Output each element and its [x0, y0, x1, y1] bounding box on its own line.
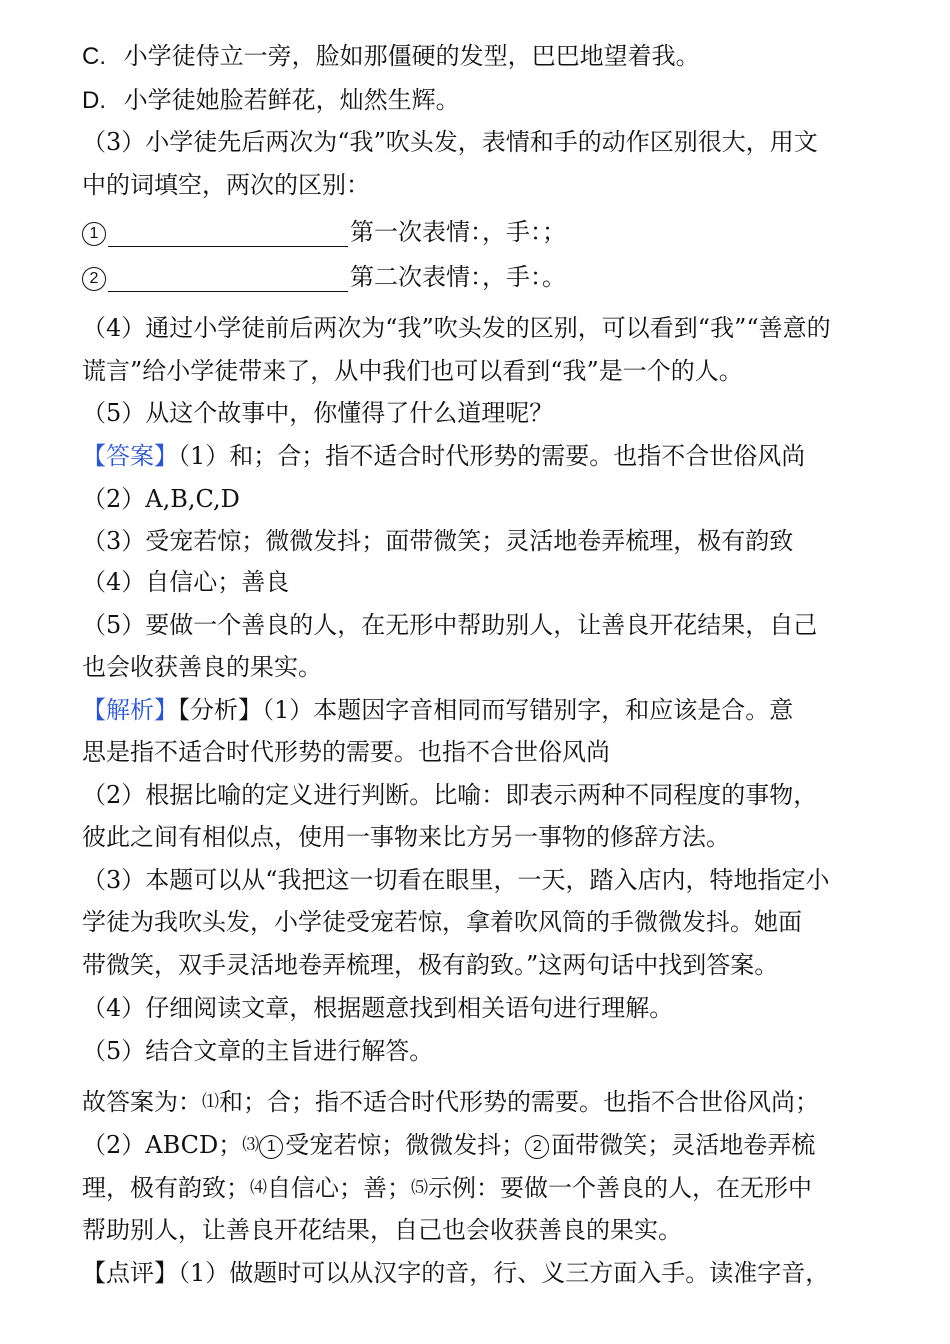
circled-number-1: 1 [82, 222, 106, 246]
answer-1-text: （1）和；合；指不适合时代形势的需要。也指不合世俗风尚 [178, 442, 806, 470]
fill-blank-2 [108, 267, 348, 292]
analysis-line-1 [82, 695, 793, 725]
blank-line-2 [82, 262, 566, 292]
circled-number-1b: 1 [259, 1135, 283, 1159]
summary-3-lead: 理，极有韵致； [82, 1174, 250, 1202]
fill-blank-1 [108, 222, 348, 247]
analysis-tag: 【解析】 [82, 696, 178, 724]
option-c-letter: C. [82, 43, 106, 70]
question-3-line-1: （3）小学徒先后两次为“我”吹头发，表情和手的动作区别很大，用文 [82, 128, 818, 156]
answer-tag: 【答案】 [82, 442, 178, 470]
blank-2-text: 第二次表情：，手：。 [350, 263, 566, 291]
comment-tag: 【点评】 [82, 1259, 178, 1287]
question-3-line-2: 中的词填空，两次的区别： [82, 171, 370, 199]
answer-2: （2）A,B,C,D [82, 485, 240, 513]
analysis-2-line-2: 彼此之间有相似点，使用一事物来比方另一事物的修辞方法。 [82, 823, 730, 851]
option-d-text: 小学徒她脸若鲜花，灿然生辉。 [123, 86, 460, 114]
option-c [82, 41, 700, 72]
analysis-3-line-1: （3）本题可以从“我把这一切看在眼里，一天，踏入店内，特地指定小 [82, 866, 830, 894]
summary-1-text: 和；合；指不适合时代形势的需要。也指不合世俗风尚； [219, 1088, 819, 1116]
circled-number-2b: 2 [525, 1135, 549, 1159]
option-d-letter: D. [82, 87, 106, 114]
summary-line-1 [82, 1087, 819, 1117]
blank-line-1 [82, 217, 566, 247]
answer-3: （3）受宠若惊；微微发抖；面带微笑；灵活地卷弄梳理，极有韵致 [82, 527, 794, 555]
summary-2-part-1: 受宠若惊；微微发抖； [285, 1131, 526, 1159]
option-d [82, 85, 460, 116]
analysis-3-line-3: 带微笑，双手灵活地卷弄梳理，极有韵致。”这两句话中找到答案。 [82, 951, 779, 979]
circled-number-2: 2 [82, 267, 106, 291]
paren-number-1: ⑴ [202, 1092, 219, 1112]
summary-line-3 [82, 1173, 812, 1203]
analysis-2-line-1: （2）根据比喻的定义进行判断。比喻：即表示两种不同程度的事物， [82, 781, 818, 809]
paren-number-5: ⑸ [411, 1178, 428, 1198]
question-4-line-1: （4）通过小学徒前后两次为“我”吹头发的区别，可以看到“我”“善意的 [82, 314, 831, 342]
analysis-5: （5）结合文章的主旨进行解答。 [82, 1037, 434, 1065]
summary-3-part-2: 示例：要做一个善良的人，在无形中 [428, 1174, 812, 1202]
answer-line-1 [82, 441, 805, 471]
summary-2-part-2: 面带微笑；灵活地卷弄梳 [551, 1131, 816, 1159]
paren-number-3: ⑶ [242, 1135, 260, 1155]
summary-3-part-1: 自信心；善； [267, 1174, 411, 1202]
blank-1-text: 第一次表情：，手：； [350, 218, 566, 246]
option-c-text: 小学徒侍立一旁，脸如那僵硬的发型，巴巴地望着我。 [123, 42, 700, 70]
paren-number-4: ⑷ [250, 1178, 267, 1198]
comment-line [82, 1258, 829, 1288]
question-5: （5）从这个故事中，你懂得了什么道理呢？ [82, 399, 554, 427]
analysis-1-text: 【分析】（1）本题因字音相同而写错别字，和应该是合。意 [178, 696, 794, 724]
analysis-line-2: 思是指不适合时代形势的需要。也指不合世俗风尚 [82, 738, 610, 766]
summary-line-2 [82, 1130, 815, 1160]
summary-lead: 故答案为： [82, 1088, 202, 1116]
answer-5-line-2: 也会收获善良的果实。 [82, 653, 322, 681]
question-4-line-2: 谎言”给小学徒带来了，从中我们也可以看到“我”是一个的人。 [82, 357, 743, 385]
answer-5-line-1: （5）要做一个善良的人，在无形中帮助别人，让善良开花结果，自己 [82, 611, 818, 639]
answer-4: （4）自信心；善良 [82, 568, 290, 596]
summary-2-lead: （2）ABCD； [82, 1131, 243, 1159]
summary-line-4: 帮助别人，让善良开花结果，自己也会收获善良的果实。 [82, 1216, 682, 1244]
analysis-4: （4）仔细阅读文章，根据题意找到相关语句进行理解。 [82, 994, 674, 1022]
comment-text: （1）做题时可以从汉字的音，行、义三方面入手。读准字音， [178, 1259, 830, 1287]
analysis-3-line-2: 学徒为我吹头发，小学徒受宠若惊，拿着吹风筒的手微微发抖。她面 [82, 908, 802, 936]
